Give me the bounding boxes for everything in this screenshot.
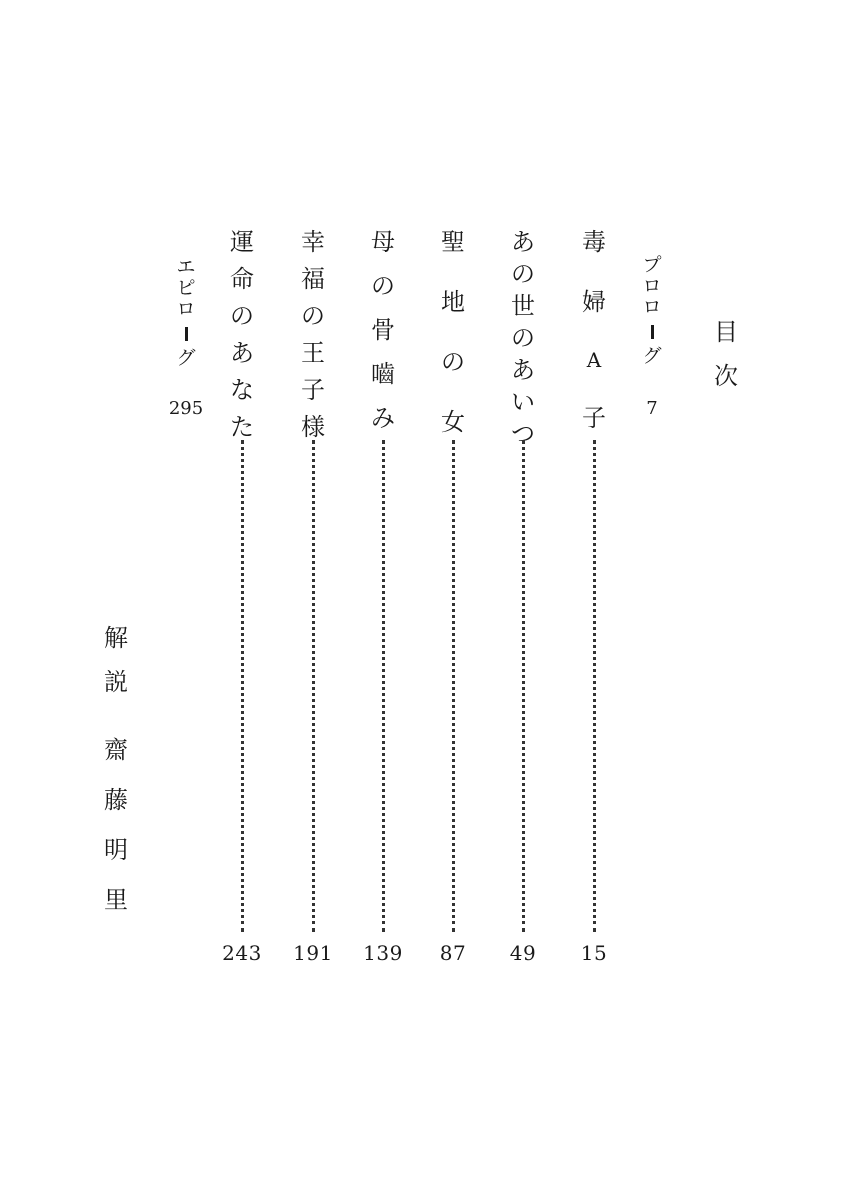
epilogue-title[interactable]	[166, 258, 206, 368]
dot-leader	[312, 440, 315, 932]
chapter-char: 子	[582, 404, 606, 432]
commentary-label[interactable]	[96, 626, 136, 694]
chapter-page-number: 243	[222, 941, 262, 965]
dot-leader	[241, 440, 244, 932]
chapter-char: あ	[511, 356, 535, 384]
epilogue-char: ピ	[176, 277, 196, 299]
chapter-char: 世	[511, 292, 535, 320]
epilogue-char: ロ	[176, 298, 196, 320]
author-char: 藤	[104, 786, 128, 814]
chapter-title-3[interactable]	[433, 230, 473, 434]
chapter-char: 女	[441, 408, 465, 436]
chapter-title-2[interactable]	[503, 230, 543, 446]
chapter-char: 様	[301, 413, 325, 441]
chapter-char: A	[586, 348, 602, 372]
chapter-char: み	[371, 404, 395, 432]
chapter-title-1[interactable]	[574, 230, 614, 430]
toc-heading	[706, 320, 746, 388]
dot-leader	[382, 440, 385, 932]
heading-char: 目	[714, 318, 738, 346]
dot-leader	[452, 440, 455, 932]
author-char: 里	[104, 886, 128, 914]
prologue-char: ロ	[642, 275, 662, 297]
chapter-char: 聖	[441, 228, 465, 256]
chapter-page-number: 15	[580, 941, 608, 965]
chapter-char: 福	[301, 265, 325, 293]
dot-leader	[593, 440, 596, 932]
dot-leader	[522, 440, 525, 932]
prologue-char: ロ	[642, 296, 662, 318]
chapter-char: 毒	[582, 228, 606, 256]
commentary-char: 解	[104, 624, 128, 652]
chapter-char: の	[441, 348, 465, 376]
chapter-page-number: 191	[293, 941, 333, 965]
chapter-char: の	[301, 302, 325, 330]
chapter-char: 母	[371, 228, 395, 256]
prologue-char: グ	[642, 345, 662, 367]
prologue-title[interactable]	[632, 256, 672, 366]
chapter-page-number: 139	[363, 941, 403, 965]
chapter-char: 婦	[582, 288, 606, 316]
chapter-char: あ	[230, 339, 254, 367]
chapter-char: の	[371, 272, 395, 300]
epilogue-char: グ	[176, 347, 196, 369]
commentary-author	[96, 738, 136, 912]
chapter-char: い	[511, 388, 535, 416]
epilogue-page-number: 295	[168, 398, 204, 419]
chapter-page-number: 49	[509, 941, 537, 965]
chapter-page-number: 87	[439, 941, 467, 965]
heading-char: 次	[714, 362, 738, 390]
chapter-char: 命	[230, 265, 254, 293]
long-vowel-mark	[185, 327, 188, 341]
chapter-title-5[interactable]	[293, 230, 333, 439]
chapter-char: の	[511, 260, 535, 288]
prologue-page-number: 7	[646, 398, 658, 419]
chapter-char: つ	[511, 420, 535, 448]
chapter-char: あ	[511, 228, 535, 256]
chapter-char: な	[230, 376, 254, 404]
author-char: 明	[104, 836, 128, 864]
chapter-char: の	[511, 324, 535, 352]
chapter-char: の	[230, 302, 254, 330]
chapter-char: 幸	[301, 228, 325, 256]
chapter-char: 嚙	[371, 360, 395, 388]
commentary-char: 説	[104, 668, 128, 696]
author-char: 齋	[104, 736, 128, 764]
chapter-title-6[interactable]	[222, 230, 262, 439]
chapter-char: た	[230, 413, 254, 441]
chapter-char: 王	[301, 339, 325, 367]
prologue-char: プ	[642, 254, 662, 276]
chapter-char: 子	[301, 376, 325, 404]
epilogue-char: エ	[176, 256, 196, 278]
chapter-char: 骨	[371, 316, 395, 344]
chapter-char: 運	[230, 228, 254, 256]
chapter-title-4[interactable]	[363, 230, 403, 430]
long-vowel-mark	[651, 325, 654, 339]
chapter-char: 地	[441, 288, 465, 316]
